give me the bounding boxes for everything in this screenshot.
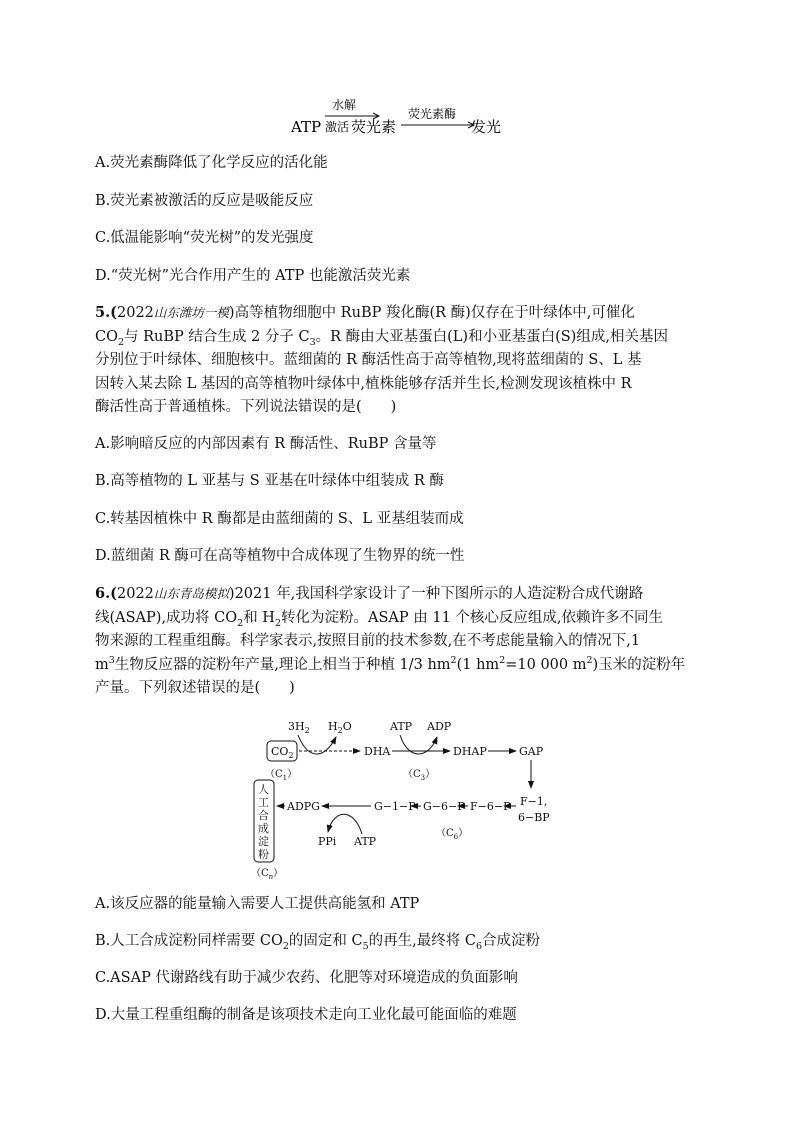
q6-option-a: A.该反应器的能量输入需要人工提供高能氢和 ATP <box>95 896 420 912</box>
q5-option-d: D.蓝细菌 R 酶可在高等植物中合成体现了生物界的统一性 <box>95 548 465 564</box>
dhap-label: DHAP <box>453 745 487 758</box>
f16bp-label-line2: 6−BP <box>518 811 550 824</box>
g1p-label: G−1−P <box>374 800 416 813</box>
q5-stem-line-3: 分别位于叶绿体、细胞核中。蓝细菌的 R 酶活性高于高等植物,现将蓝细菌的 S、L 基 <box>95 352 642 368</box>
equation-atp: ATP <box>291 118 322 136</box>
f16bp-label-line1: F−1, <box>520 795 548 808</box>
q5-source: 山东潍坊一模 <box>153 305 229 320</box>
starch-char-4: 成 <box>258 822 269 835</box>
starch-char-5: 淀 <box>258 835 269 848</box>
q6-option-d: D.大量工程重组酶的制备是该项技术走向工业化最可能面临的难题 <box>95 1007 517 1023</box>
asap-pathway-diagram <box>250 708 560 886</box>
starch-char-2: 工 <box>258 796 269 809</box>
ppi-label: PPi <box>318 835 337 848</box>
q5-number: 5.( <box>95 304 117 321</box>
q6-stem-line-3: 物来源的工程重组酶。科学家表示,按照目前的技术参数,在不考虑能量输入的情况下,1 <box>95 633 641 649</box>
q4-option-a: A.荧光素酶降低了化学反应的活化能 <box>95 155 328 171</box>
f6p-label: F−6−P <box>470 800 511 813</box>
adpg-label: ADPG <box>287 800 320 813</box>
q4-option-b: B.荧光素被激活的反应是吸能反应 <box>95 193 314 209</box>
gap-label: GAP <box>519 745 544 758</box>
atp-fluorescence-equation <box>285 90 515 140</box>
equation-above-arrow-2: 荧光素酶 <box>408 107 457 121</box>
equation-fluorescein: 荧光素 <box>351 118 397 136</box>
starch-char-3: 合 <box>258 809 269 822</box>
q5-stem <box>95 301 705 420</box>
c1-label: $(C_1)$ <box>265 769 298 782</box>
h2-input-label: $3H_2$ <box>288 720 310 735</box>
atp-to-ppi-curve <box>328 814 362 834</box>
q6-stem-line-5: 产量。下列叙述错误的是( ) <box>95 680 295 696</box>
q6-option-b: B.人工合成淀粉同样需要 $CO_2$的固定和 $C_5$的再生,最终将 $C_6$合成淀粉 <box>95 933 541 952</box>
atp-top-label: ATP <box>390 720 413 733</box>
atp-bottom-label: ATP <box>354 835 377 848</box>
q6-option-c: C.ASAP 代谢路线有助于减少农药、化肥等对环境造成的负面影响 <box>95 970 518 986</box>
q5-year: 2022 <box>117 305 154 321</box>
q5-stem-line-2: $CO_2$与 RuBP 结合生成 2 分子 $C_3$。R 酶由大亚基蛋白(L)和小亚基蛋白(S)组成,相关基因 <box>95 328 668 348</box>
equation-glow: 发光 <box>471 118 502 136</box>
q6-number: 6.( <box>95 585 117 602</box>
q6-source: 山东青岛模拟 <box>153 586 229 601</box>
q6-stem-line-4: $m^3$生物反应器的淀粉年产量,理论上相当于种植 1/3 $hm^2(1$ $hm^2=10$ 000 $m^2$)玉米的淀粉年 <box>95 654 686 673</box>
adp-top-label: ADP <box>427 720 452 733</box>
q5-option-b: B.高等植物的 L 亚基与 S 亚基在叶绿体中组装成 R 酶 <box>95 473 444 489</box>
q6-stem-line-2: 线(ASAP),成功将 $CO_2$和 $H_2$转化为淀粉。ASAP 由 11 个核心反应组成,依赖许多不同生 <box>95 609 664 629</box>
g6p-label: G−6−P <box>423 800 465 813</box>
starch-char-6: 粉 <box>258 848 269 861</box>
q6-stem-line-1: 6.(2022山东青岛模拟)2021 年,我国科学家设计了一种下图所示的人造淀粉合成代谢路 <box>95 585 644 602</box>
starch-char-1: 人 <box>258 783 269 796</box>
q5-option-a: A.影响暗反应的内部因素有 R 酶活性、RuBP 含量等 <box>95 436 437 452</box>
q5-stem-line-1: 5.(2022山东潍坊一模)高等植物细胞中 RuBP 羧化酶(R 酶)仅存在于叶绿体中,可催化 <box>95 304 635 321</box>
q4-option-d: D.“荧光树”光合作用产生的 ATP 也能激活荧光素 <box>95 268 411 284</box>
q5-stem-line-5: 酶活性高于普通植株。下列说法错误的是( ) <box>95 399 397 415</box>
co2-label: $CO_2$ <box>271 745 294 760</box>
q4-option-c: C.低温能影响“荧光树”的发光强度 <box>95 230 314 246</box>
q6-stem <box>95 582 705 701</box>
h2o-output-label: $H_2O$ <box>328 720 352 735</box>
equation-above-arrow-1: 水解 <box>332 98 357 112</box>
q5-stem-line-4: 因转入某去除 L 基因的高等植物叶绿体中,植株能够存活并生长,检测发现该植株中 R <box>95 375 632 392</box>
q6-year: 2022 <box>117 586 154 602</box>
equation-below-arrow-1: 激活 <box>325 120 350 134</box>
c3-label: $(C_3)$ <box>403 769 436 782</box>
cn-label: $(C_n)$ <box>251 868 284 881</box>
q5-option-c: C.转基因植株中 R 酶都是由蓝细菌的 S、L 亚基组装而成 <box>95 511 464 527</box>
c6-label: $(C_6)$ <box>436 828 469 841</box>
dha-label: DHA <box>364 745 391 758</box>
